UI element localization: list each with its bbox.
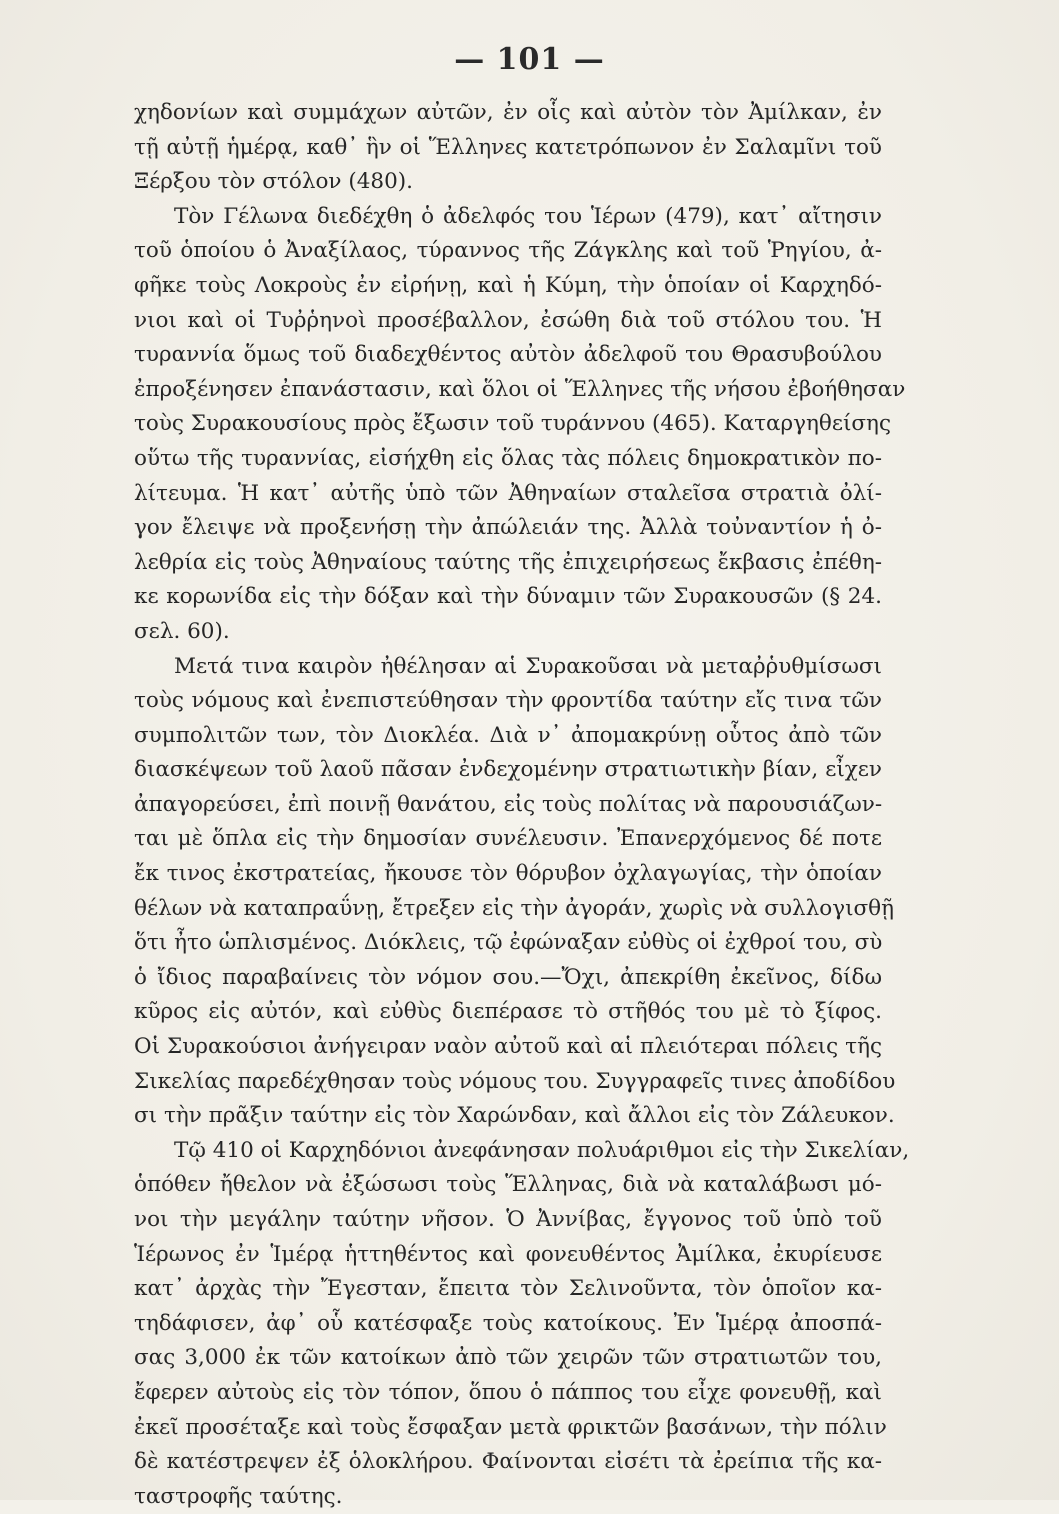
text-line: τηδάφισεν, ἀφ᾿ οὗ κατέσφαξε τοὺς κατοίκους. Ἐν Ἱμέρᾳ ἀποσπά- (134, 1310, 882, 1336)
text-line: ἔφερεν αὐτοὺς εἰς τὸν τόπον, ὅπου ὁ πάππος του εἶχε φονευθῇ, καὶ (134, 1379, 882, 1405)
page-number: — 101 — (454, 42, 605, 77)
text-line: φῆκε τοὺς Λοκροὺς ἐν εἰρήνῃ, καὶ ἡ Κύμη, τὴν ὁποίαν οἱ Καρχηδό- (134, 272, 882, 298)
text-line: ὁπόθεν ἤθελον νὰ ἐξώσωσι τοὺς Ἕλληνας, διὰ νὰ καταλάβωσι μό- (134, 1172, 882, 1198)
text-line: λίτευμα. Ἡ κατ᾿ αὐτῆς ὑπὸ τῶν Ἀθηναίων σταλεῖσα στρατιὰ ὀλί- (134, 480, 882, 506)
text-line: χηδονίων καὶ συμμάχων αὐτῶν, ἐν οἷς καὶ αὐτὸν τὸν Ἀμίλκαν, ἐν (134, 100, 882, 125)
text-line: ἔκ τινος ἐκστρατείας, ἤκουσε τὸν θόρυβον ὀχλαγωγίας, τὴν ὁποίαν (134, 861, 882, 887)
body-text (134, 96, 910, 1514)
text-line: σελ. 60). (134, 618, 230, 644)
text-line: Οἱ Συρακούσιοι ἀνήγειραν ναὸν αὐτοῦ καὶ αἱ πλειότεραι πόλεις τῆς (134, 1034, 882, 1060)
text-line: θέλων νὰ καταπραΰνῃ, ἔτρεξεν εἰς τὴν ἀγοράν, χωρὶς νὰ συλλογισθῇ (134, 895, 894, 921)
text-line: συμπολιτῶν των, τὸν Διοκλέα. Διὰ ν᾿ ἀπομακρύνῃ οὗτος ἀπὸ τῶν (134, 722, 882, 748)
text-line: λεθρία εἰς τοὺς Ἀθηναίους ταύτης τῆς ἐπιχειρήσεως ἔκβασις ἐπέθη- (134, 549, 882, 575)
text-line: τυραννία ὅμως τοῦ διαδεχθέντος αὐτὸν ἀδελφοῦ του Θρασυβούλου (134, 342, 882, 368)
paragraph-4 (134, 1134, 910, 1514)
text-line: τοῦ ὁποίου ὁ Ἀναξίλαος, τύραννος τῆς Ζάγκλης καὶ τοῦ Ῥηγίου, ἀ- (134, 238, 882, 264)
text-line: Τῷ 410 οἱ Καρχηδόνιοι ἀνεφάνησαν πολυάριθμοι εἰς τὴν Σικελίαν, (174, 1137, 910, 1163)
text-line: τοὺς Συρακουσίους πρὸς ἔξωσιν τοῦ τυράννου (465). Καταργηθείσης (134, 411, 891, 437)
text-line: ἐκεῖ προσέταξε καὶ τοὺς ἔσφαξαν μετὰ φρικτῶν βασάνων, τὴν πόλιν (134, 1414, 887, 1440)
text-line: ταστροφῆς ταύτης. (134, 1483, 343, 1509)
text-line: νιοι καὶ οἱ Τυῤῥηνοὶ προσέβαλλον, ἐσώθη διὰ τοῦ στόλου του. Ἡ (134, 307, 882, 333)
text-line: Ἱέρωνος ἐν Ἱμέρᾳ ἡττηθέντος καὶ φονευθέντος Ἀμίλκα, ἐκυρίευσε (134, 1241, 882, 1267)
text-line: κῦρος εἰς αὐτόν, καὶ εὐθὺς διεπέρασε τὸ στῆθός του μὲ τὸ ξίφος. (134, 999, 882, 1025)
text-line: τοὺς νόμους καὶ ἐνεπιστεύθησαν τὴν φροντίδα ταύτην εἴς τινα τῶν (134, 688, 882, 714)
text-line: διασκέψεων τοῦ λαοῦ πᾶσαν ἐνδεχομένην στρατιωτικὴν βίαν, εἶχεν (134, 757, 882, 783)
text-line: ὁ ἴδιος παραβαίνεις τὸν νόμον σου.—Ὄχι, ἀπεκρίθη ἐκεῖνος, δίδω (134, 964, 882, 990)
text-line: κατ᾿ ἀρχὰς τὴν Ἔγεσταν, ἔπειτα τὸν Σελινοῦντα, τὸν ὁποῖον κα- (134, 1276, 882, 1302)
text-line: γον ἔλειψε νὰ προξενήσῃ τὴν ἀπώλειάν της. Ἀλλὰ τοὐναντίον ἡ ὀ- (134, 515, 882, 541)
text-line: Ξέρξου τὸν στόλον (480). (134, 169, 413, 195)
text-line: κε κορωνίδα εἰς τὴν δόξαν καὶ τὴν δύναμιν τῶν Συρακουσῶν (§ 24. (134, 584, 882, 610)
text-line: ται μὲ ὅπλα εἰς τὴν δημοσίαν συνέλευσιν. Ἐπανερχόμενος δέ ποτε (134, 826, 882, 852)
text-line: τῇ αὐτῇ ἡμέρᾳ, καθ᾿ ἣν οἱ Ἕλληνες κατετρόπωνον ἐν Σαλαμῖνι τοῦ (134, 134, 882, 160)
text-line: σας 3,000 ἐκ τῶν κατοίκων ἀπὸ τῶν χειρῶν τῶν στρατιωτῶν του, (134, 1345, 882, 1371)
paragraph-2 (134, 200, 906, 650)
text-line: Τὸν Γέλωνα διεδέχθη ὁ ἀδελφός του Ἱέρων (479), κατ᾿ αἴτησιν (174, 203, 882, 229)
paragraph-1 (134, 96, 882, 200)
text-line: ἀπαγορεύσει, ἐπὶ ποινῇ θανάτου, εἰς τοὺς πολίτας νὰ παρουσιάζων- (134, 791, 883, 817)
paragraph-3 (134, 650, 896, 1134)
text-line: ὅτι ἦτο ὡπλισμένος. Διόκλεις, τῷ ἐφώναξαν εὐθὺς οἱ ἐχθροί του, σὺ (134, 930, 883, 956)
text-line: νοι τὴν μεγάλην ταύτην νῆσον. Ὁ Ἀννίβας, ἔγγονος τοῦ ὑπὸ τοῦ (134, 1207, 882, 1232)
text-line: ἐπροξένησεν ἐπανάστασιν, καὶ ὅλοι οἱ Ἕλληνες τῆς νήσου ἐβοήθησαν (134, 376, 906, 402)
text-line: Μετά τινα καιρὸν ἠθέλησαν αἱ Συρακοῦσαι νὰ μεταῤῥυθμίσωσι (174, 653, 882, 679)
text-line: δὲ κατέστρεψεν ἐξ ὁλοκλήρου. Φαίνονται εἰσέτι τὰ ἐρείπια τῆς κα- (134, 1449, 882, 1475)
text-line: οὕτω τῆς τυραννίας, εἰσήχθη εἰς ὅλας τὰς πόλεις δημοκρατικὸν πο- (134, 445, 882, 471)
text-line: σι τὴν πρᾶξιν ταύτην εἰς τὸν Χαρώνδαν, καὶ ἄλλοι εἰς τὸν Ζάλευκον. (134, 1103, 895, 1129)
text-line: Σικελίας παρεδέχθησαν τοὺς νόμους του. Συγγραφεῖς τινες ἀποδίδου (134, 1068, 896, 1094)
